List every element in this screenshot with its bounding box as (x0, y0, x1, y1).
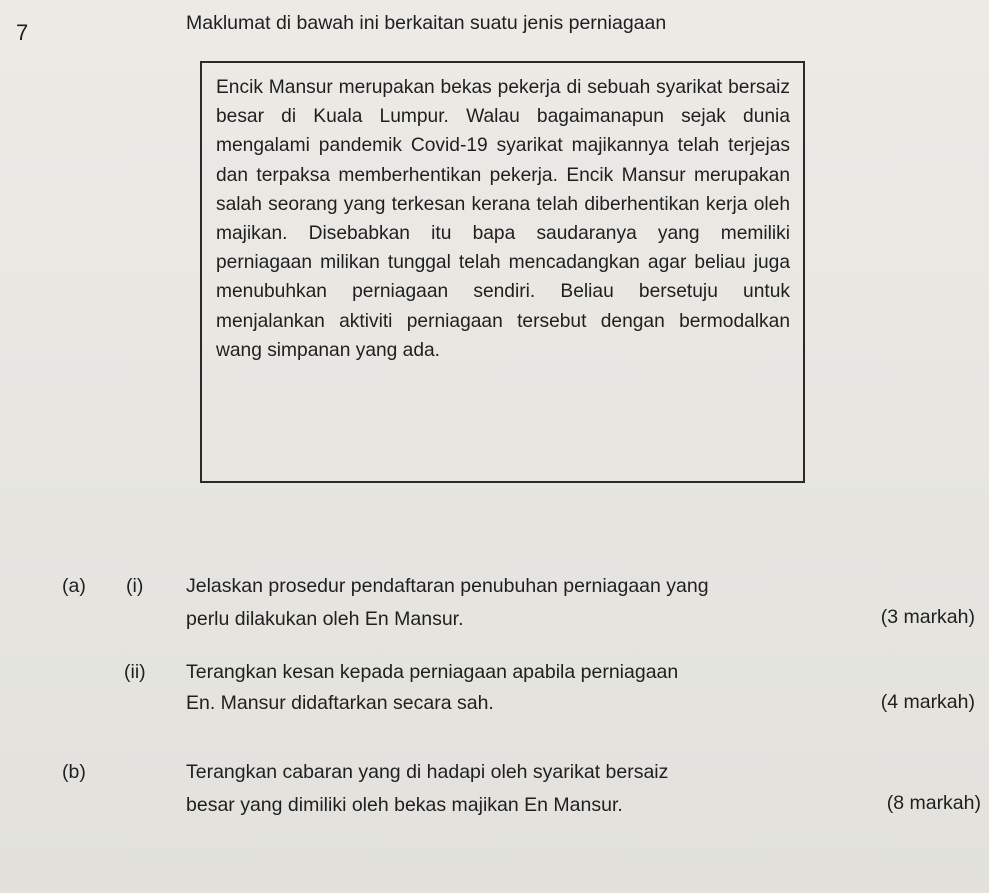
question-intro: Maklumat di bawah ini berkaitan suatu jenis perniagaan (186, 12, 667, 34)
question-number: 7 (16, 20, 29, 45)
part-a-i-line1: Jelaskan prosedur pendaftaran penubuhan perniagaan yang (186, 575, 709, 597)
part-a-ii-marks: (4 markah) (880, 691, 975, 713)
part-a-ii-line1: Terangkan kesan kepada perniagaan apabila perniagaan (186, 661, 679, 683)
case-study-text: Encik Mansur merupakan bekas pekerja di sebuah syarikat bersaiz besar di Kuala Lumpur. Walau bagaimanapun sejak dunia mengalami pandemik Covid-19 syarikat majikannya telah terjejas dan terpaksa memberhentikan pekerja. Encik Mansur merupakan salah seorang yang terkesan kerana telah diberhentikan kerja oleh majikan. Disebabkan itu bapa saudaranya yang memiliki perniagaan milikan tunggal telah mencadangkan agar beliau juga menubuhkan perniagaan sendiri. Beliau bersetuju untuk menjalankan aktiviti perniagaan tersebut dengan bermodalkan wang simpanan yang ada. (216, 77, 790, 361)
part-b-line1: Terangkan cabaran yang di hadapi oleh syarikat bersaiz (186, 761, 669, 783)
part-a-label: (a) (62, 575, 86, 597)
part-b-marks: (8 markah) (886, 792, 981, 814)
part-a-ii-line2: En. Mansur didaftarkan secara sah. (186, 692, 494, 714)
part-b-line2: besar yang dimiliki oleh bekas majikan En Mansur. (186, 794, 623, 816)
part-a-i-label: (i) (126, 575, 144, 597)
case-study-box (200, 61, 805, 483)
part-a-i-line2: perlu dilakukan oleh En Mansur. (186, 608, 464, 630)
part-a-ii-label: (ii) (124, 661, 146, 683)
part-a-i-marks: (3 markah) (880, 606, 975, 628)
part-b-label: (b) (62, 761, 86, 783)
